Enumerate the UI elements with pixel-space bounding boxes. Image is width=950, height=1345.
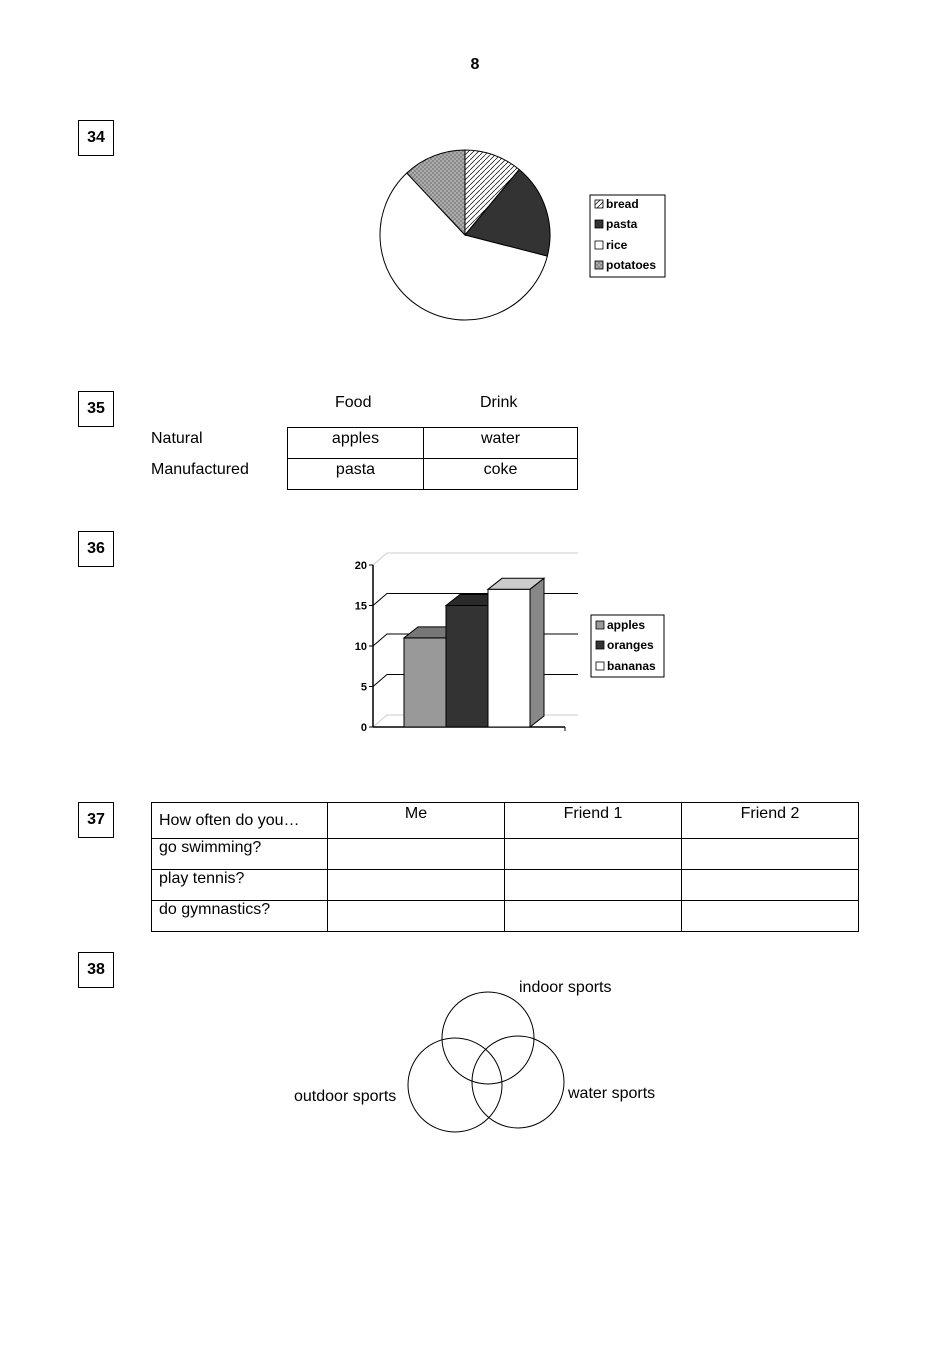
legend-label-bread: bread: [606, 197, 639, 211]
venn-circle-water: [472, 1036, 564, 1128]
legend-label-potatoes: potatoes: [606, 258, 657, 272]
legend-label-rice: rice: [606, 238, 628, 252]
answer-cell[interactable]: [682, 839, 859, 870]
venn-label-outdoor: outdoor sports: [294, 1088, 397, 1105]
answer-cell[interactable]: [682, 870, 859, 901]
q35-col-header-food: Food: [335, 394, 372, 411]
y-tick-label: 15: [354, 600, 367, 613]
answer-cell[interactable]: [505, 901, 682, 932]
legend-swatch-bananas: [596, 662, 604, 670]
q34-pie-chart: [370, 140, 680, 330]
legend-swatch-potatoes: [595, 261, 603, 269]
q37-header-friend-1: Friend 1: [505, 803, 682, 839]
q35-cell: coke: [424, 459, 578, 490]
legend-swatch-pasta: [595, 220, 603, 228]
answer-cell[interactable]: [328, 870, 505, 901]
legend-swatch-apples: [596, 621, 604, 629]
bar-oranges: [446, 606, 488, 728]
q37-header-friend-2: Friend 2: [682, 803, 859, 839]
question-number-36: 36: [78, 531, 114, 567]
venn-label-water: water sports: [568, 1085, 656, 1102]
q37-row-label: go swimming?: [152, 839, 328, 870]
answer-cell[interactable]: [505, 870, 682, 901]
q35-col-header-drink: Drink: [480, 394, 518, 411]
q37-header-me: Me: [328, 803, 505, 839]
y-tick-label: 5: [360, 681, 367, 694]
bar-legend: [591, 615, 664, 677]
legend-swatch-oranges: [596, 641, 604, 649]
q36-bar-chart: [340, 545, 670, 735]
q38-venn-diagram: [280, 970, 680, 1145]
venn-circle-outdoor: [408, 1038, 502, 1132]
q37-row-label: play tennis?: [152, 870, 328, 901]
question-number-34: 34: [78, 120, 114, 156]
q37-header-question: How often do you…: [152, 803, 328, 839]
y-tick-label: 10: [354, 641, 367, 653]
venn-label-indoor: indoor sports: [519, 979, 612, 996]
answer-cell[interactable]: [328, 901, 505, 932]
y-tick-label: 0: [360, 722, 367, 734]
question-number-35: 35: [78, 391, 114, 427]
question-number-38: 38: [78, 952, 114, 988]
legend-swatch-rice: [595, 241, 603, 249]
y-tick-label: 20: [354, 560, 367, 572]
chart-back-wall: [373, 553, 578, 565]
legend-swatch-bread: [595, 200, 603, 208]
bar-side-bananas: [530, 578, 544, 727]
legend-label-bananas: bananas: [607, 659, 656, 673]
q35-row-header-natural: Natural: [151, 430, 203, 447]
bar-apples: [404, 638, 446, 727]
answer-cell[interactable]: [328, 839, 505, 870]
answer-cell[interactable]: [682, 901, 859, 932]
question-number-37: 37: [78, 802, 114, 838]
legend-label-apples: apples: [607, 618, 646, 632]
page-number: 8: [470, 56, 480, 73]
q35-cell: pasta: [288, 459, 424, 490]
legend-label-oranges: oranges: [607, 638, 654, 652]
q35-cell: apples: [288, 428, 424, 459]
q35-table: [287, 427, 578, 490]
q35-cell: water: [424, 428, 578, 459]
legend-label-pasta: pasta: [606, 217, 638, 231]
q35-row-header-manufactured: Manufactured: [151, 461, 249, 478]
answer-cell[interactable]: [505, 839, 682, 870]
q37-row-label: do gymnastics?: [152, 901, 328, 932]
bar-bananas: [488, 589, 530, 727]
pie-legend: [590, 195, 665, 277]
q37-table: [151, 802, 859, 932]
